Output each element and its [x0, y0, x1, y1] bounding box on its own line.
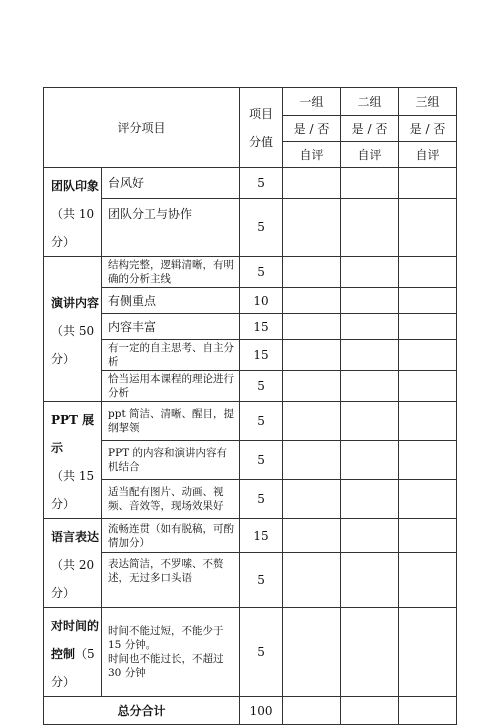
score-cell-group1[interactable] [283, 288, 341, 314]
item-text: 表达简洁，不罗嗦、不赘述，无过多口头语 [102, 553, 240, 608]
item-score: 5 [240, 480, 283, 519]
group3-self: 自评 [399, 142, 457, 168]
group1-name: 一组 [283, 88, 341, 116]
category-ppt [44, 402, 102, 519]
score-cell-group1[interactable] [283, 168, 341, 199]
score-cell-group1[interactable] [283, 257, 341, 288]
score-cell-group2[interactable] [341, 519, 399, 553]
group2-name: 二组 [341, 88, 399, 116]
item-text: 台风好 [102, 168, 240, 199]
score-cell-group1[interactable] [283, 519, 341, 553]
category-speech-name: 演讲内容 [51, 296, 100, 310]
item-text: 结构完整，逻辑清晰，有明确的分析主线 [102, 257, 240, 288]
category-time [44, 608, 102, 697]
category-language [44, 519, 102, 608]
category-team-name: 团队印象 [51, 179, 100, 193]
category-ppt-points: （共 15 分） [51, 469, 95, 511]
category-speech [44, 257, 102, 402]
score-cell-group3[interactable] [399, 198, 457, 256]
item-score: 5 [240, 257, 283, 288]
header-score-col [240, 88, 283, 168]
header-score-line1: 项目 [249, 106, 274, 121]
group2-yesno: 是 / 否 [341, 116, 399, 142]
item-score: 5 [240, 553, 283, 608]
score-cell-group3[interactable] [399, 340, 457, 371]
item-text: 恰当运用本课程的理论进行分析 [102, 371, 240, 402]
item-text: 适当配有图片、动画、视频、音效等，现场效果好 [102, 480, 240, 519]
score-cell-group1[interactable] [283, 340, 341, 371]
item-score: 5 [240, 608, 283, 697]
total-cell-group2[interactable] [341, 697, 399, 725]
score-cell-group2[interactable] [341, 608, 399, 697]
score-cell-group2[interactable] [341, 340, 399, 371]
header-score-line2: 分值 [249, 134, 274, 149]
score-cell-group2[interactable] [341, 371, 399, 402]
item-score: 5 [240, 402, 283, 441]
item-text-line1: 时间不能过短，不能少于15 分钟。 [108, 625, 224, 651]
category-ppt-name: PPT 展示 [51, 413, 95, 455]
item-score: 15 [240, 519, 283, 553]
item-score: 15 [240, 340, 283, 371]
score-cell-group2[interactable] [341, 441, 399, 480]
category-team [44, 168, 102, 257]
score-cell-group3[interactable] [399, 608, 457, 697]
group3-yesno: 是 / 否 [399, 116, 457, 142]
score-cell-group1[interactable] [283, 314, 341, 340]
category-time-name2: 控制 [51, 647, 76, 661]
item-text: 有一定的自主思考、自主分析 [102, 340, 240, 371]
group1-yesno: 是 / 否 [283, 116, 341, 142]
item-score: 15 [240, 314, 283, 340]
score-cell-group2[interactable] [341, 480, 399, 519]
score-cell-group3[interactable] [399, 441, 457, 480]
score-cell-group3[interactable] [399, 519, 457, 553]
score-cell-group3[interactable] [399, 553, 457, 608]
score-cell-group1[interactable] [283, 608, 341, 697]
item-score: 10 [240, 288, 283, 314]
category-team-points: （共 10 分） [51, 207, 95, 249]
score-cell-group1[interactable] [283, 402, 341, 441]
category-language-points: （共 20 分） [51, 558, 95, 600]
total-score: 100 [240, 697, 283, 725]
scoring-table [43, 87, 457, 725]
item-score: 5 [240, 441, 283, 480]
group2-self: 自评 [341, 142, 399, 168]
category-speech-points: （共 50 分） [51, 324, 95, 366]
score-cell-group2[interactable] [341, 288, 399, 314]
score-cell-group2[interactable] [341, 257, 399, 288]
score-cell-group3[interactable] [399, 288, 457, 314]
item-text-time [102, 608, 240, 697]
category-time-points: （5 分） [51, 647, 95, 689]
item-score: 5 [240, 168, 283, 199]
category-language-name: 语言表达 [51, 530, 100, 544]
category-time-name: 对时间的 [51, 619, 100, 633]
score-cell-group3[interactable] [399, 480, 457, 519]
score-cell-group2[interactable] [341, 402, 399, 441]
header-title: 评分项目 [44, 88, 240, 168]
score-cell-group1[interactable] [283, 441, 341, 480]
item-text: 流畅连贯（如有脱稿，可酌情加分） [102, 519, 240, 553]
item-text: 有侧重点 [102, 288, 240, 314]
score-cell-group3[interactable] [399, 402, 457, 441]
score-cell-group3[interactable] [399, 257, 457, 288]
total-label: 总分合计 [44, 697, 240, 725]
score-cell-group1[interactable] [283, 371, 341, 402]
item-text-line2: 时间也不能过长，不超过30 分钟 [108, 653, 224, 679]
score-cell-group3[interactable] [399, 371, 457, 402]
group3-name: 三组 [399, 88, 457, 116]
item-text: 团队分工与协作 [102, 198, 240, 256]
item-text: ppt 简洁、清晰、醒目，提纲挈领 [102, 402, 240, 441]
item-text: 内容丰富 [102, 314, 240, 340]
score-cell-group1[interactable] [283, 553, 341, 608]
item-score: 5 [240, 371, 283, 402]
item-text: PPT 的内容和演讲内容有机结合 [102, 441, 240, 480]
score-cell-group1[interactable] [283, 480, 341, 519]
score-cell-group1[interactable] [283, 198, 341, 256]
score-cell-group3[interactable] [399, 168, 457, 199]
score-cell-group2[interactable] [341, 553, 399, 608]
score-cell-group2[interactable] [341, 198, 399, 256]
total-cell-group3[interactable] [399, 697, 457, 725]
total-cell-group1[interactable] [283, 697, 341, 725]
group1-self: 自评 [283, 142, 341, 168]
item-score: 5 [240, 198, 283, 256]
score-cell-group3[interactable] [399, 314, 457, 340]
score-cell-group2[interactable] [341, 314, 399, 340]
score-cell-group2[interactable] [341, 168, 399, 199]
